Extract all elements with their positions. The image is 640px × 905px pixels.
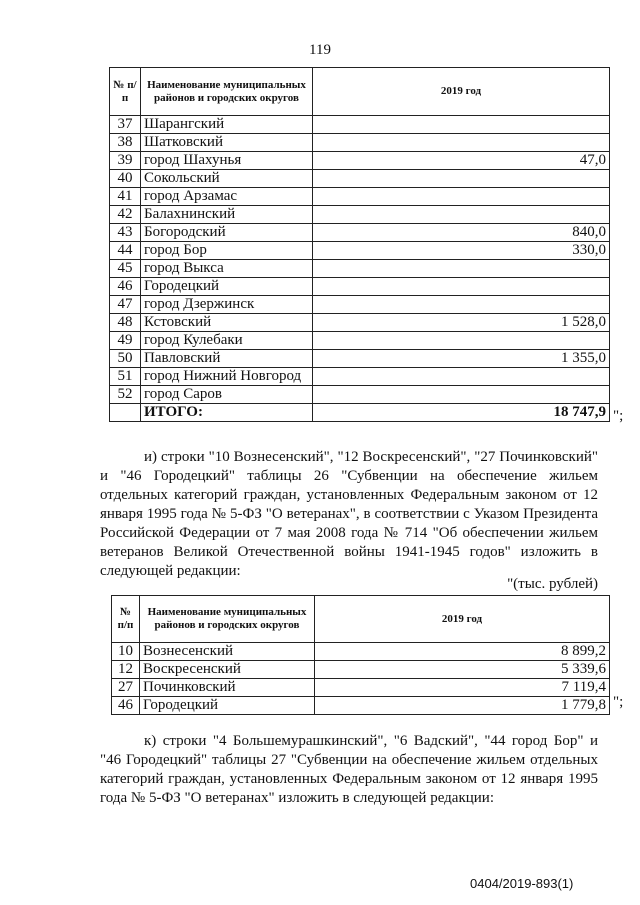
row-value: 8 899,2	[315, 643, 610, 661]
row-number: 27	[112, 679, 140, 697]
row-number: 38	[110, 134, 141, 152]
row-name: город Саров	[141, 386, 313, 404]
row-number: 39	[110, 152, 141, 170]
table-row	[110, 314, 610, 332]
row-value	[313, 296, 610, 314]
row-value: 47,0	[313, 152, 610, 170]
page-number: 119	[309, 42, 331, 58]
table-1-closing: ";	[613, 408, 624, 424]
table-row	[112, 661, 610, 679]
row-name: город Арзамас	[141, 188, 313, 206]
header-name: Наименование муниципальных районов и городских округов	[141, 68, 313, 116]
row-name: город Выкса	[141, 260, 313, 278]
table-row	[110, 224, 610, 242]
paragraph-k: к) строки "4 Большемурашкинский", "6 Вадский", "44 город Бор" и "46 Городецкий" таблицы 27 "Субвенции на обеспечение жильем отдельных категорий граждан, установленных Федеральным законом от 12 января 1995 года № 5-ФЗ "О ветеранах" изложить в следующей редакции:	[100, 733, 598, 806]
header-name: Наименование муниципальных районов и городских округов	[140, 596, 315, 643]
row-number: 48	[110, 314, 141, 332]
row-value	[313, 206, 610, 224]
row-name: Воскресенский	[140, 661, 315, 679]
row-value: 5 339,6	[315, 661, 610, 679]
row-name: Сокольский	[141, 170, 313, 188]
header-num: № п/п	[110, 68, 141, 116]
table-2	[111, 595, 610, 715]
row-name: Балахнинский	[141, 206, 313, 224]
total-label: ИТОГО:	[141, 404, 313, 422]
row-name: Городецкий	[141, 278, 313, 296]
row-number: 50	[110, 350, 141, 368]
row-number: 49	[110, 332, 141, 350]
table-row	[110, 332, 610, 350]
row-name: Вознесенский	[140, 643, 315, 661]
row-value	[313, 386, 610, 404]
header-year: 2019 год	[315, 596, 610, 643]
table-row	[110, 368, 610, 386]
row-value: 1 355,0	[313, 350, 610, 368]
row-value: 840,0	[313, 224, 610, 242]
row-number: 12	[112, 661, 140, 679]
row-name: Шарангский	[141, 116, 313, 134]
row-number: 40	[110, 170, 141, 188]
row-value: 7 119,4	[315, 679, 610, 697]
row-number: 46	[110, 278, 141, 296]
row-value	[313, 260, 610, 278]
table-row	[112, 679, 610, 697]
row-number: 47	[110, 296, 141, 314]
row-name: Шатковский	[141, 134, 313, 152]
row-name: Городецкий	[140, 697, 315, 715]
total-value: 18 747,9	[313, 404, 610, 422]
row-name: Починковский	[140, 679, 315, 697]
table-row	[110, 386, 610, 404]
document-code: 0404/2019-893(1)	[470, 876, 574, 891]
row-value	[313, 332, 610, 350]
row-value	[313, 170, 610, 188]
table-2-body	[112, 643, 610, 715]
table-row	[112, 643, 610, 661]
row-number: 10	[112, 643, 140, 661]
header-num: № п/п	[112, 596, 140, 643]
table-row	[110, 170, 610, 188]
table-row	[110, 350, 610, 368]
table-2-closing: ";	[613, 694, 624, 710]
row-value: 330,0	[313, 242, 610, 260]
row-value	[313, 188, 610, 206]
row-value: 1 779,8	[315, 697, 610, 715]
table-row	[110, 116, 610, 134]
row-name: город Бор	[141, 242, 313, 260]
table-row	[110, 242, 610, 260]
row-value	[313, 368, 610, 386]
table-1-body	[110, 116, 610, 422]
paragraph-i: и) строки "10 Вознесенский", "12 Воскресенский", "27 Починковский" и "46 Городецкий" таблицы 26 "Субвенции на обеспечение жильем отдельных категорий граждан, установленных Федеральным законом от 12 января 1995 года № 5-ФЗ "О ветеранах", в соответствии с Указом Президента Российской Федерации от 7 мая 2008 года № 714 "Об обеспечении жильем ветеранов Великой Отечественной войны 1941-1945 годов" изложить в следующей редакции:	[100, 449, 598, 579]
row-name: Павловский	[141, 350, 313, 368]
total-empty-cell	[110, 404, 141, 422]
row-number: 51	[110, 368, 141, 386]
row-name: город Шахунья	[141, 152, 313, 170]
row-name: Богородский	[141, 224, 313, 242]
row-name: город Кулебаки	[141, 332, 313, 350]
row-number: 52	[110, 386, 141, 404]
table-row	[110, 206, 610, 224]
table-row	[110, 260, 610, 278]
row-value	[313, 278, 610, 296]
row-value: 1 528,0	[313, 314, 610, 332]
table-1	[109, 67, 610, 422]
row-name: город Дзержинск	[141, 296, 313, 314]
row-name: Кстовский	[141, 314, 313, 332]
table-row	[110, 134, 610, 152]
row-number: 43	[110, 224, 141, 242]
table-row	[110, 278, 610, 296]
row-number: 37	[110, 116, 141, 134]
table-row	[110, 296, 610, 314]
table-row	[112, 697, 610, 715]
row-number: 44	[110, 242, 141, 260]
row-number: 46	[112, 697, 140, 715]
header-year: 2019 год	[313, 68, 610, 116]
row-number: 41	[110, 188, 141, 206]
row-number: 42	[110, 206, 141, 224]
total-row	[110, 404, 610, 422]
table-row	[110, 152, 610, 170]
units-label: "(тыс. рублей)	[507, 576, 598, 592]
row-value	[313, 134, 610, 152]
row-value	[313, 116, 610, 134]
row-number: 45	[110, 260, 141, 278]
row-name: город Нижний Новгород	[141, 368, 313, 386]
table-row	[110, 188, 610, 206]
